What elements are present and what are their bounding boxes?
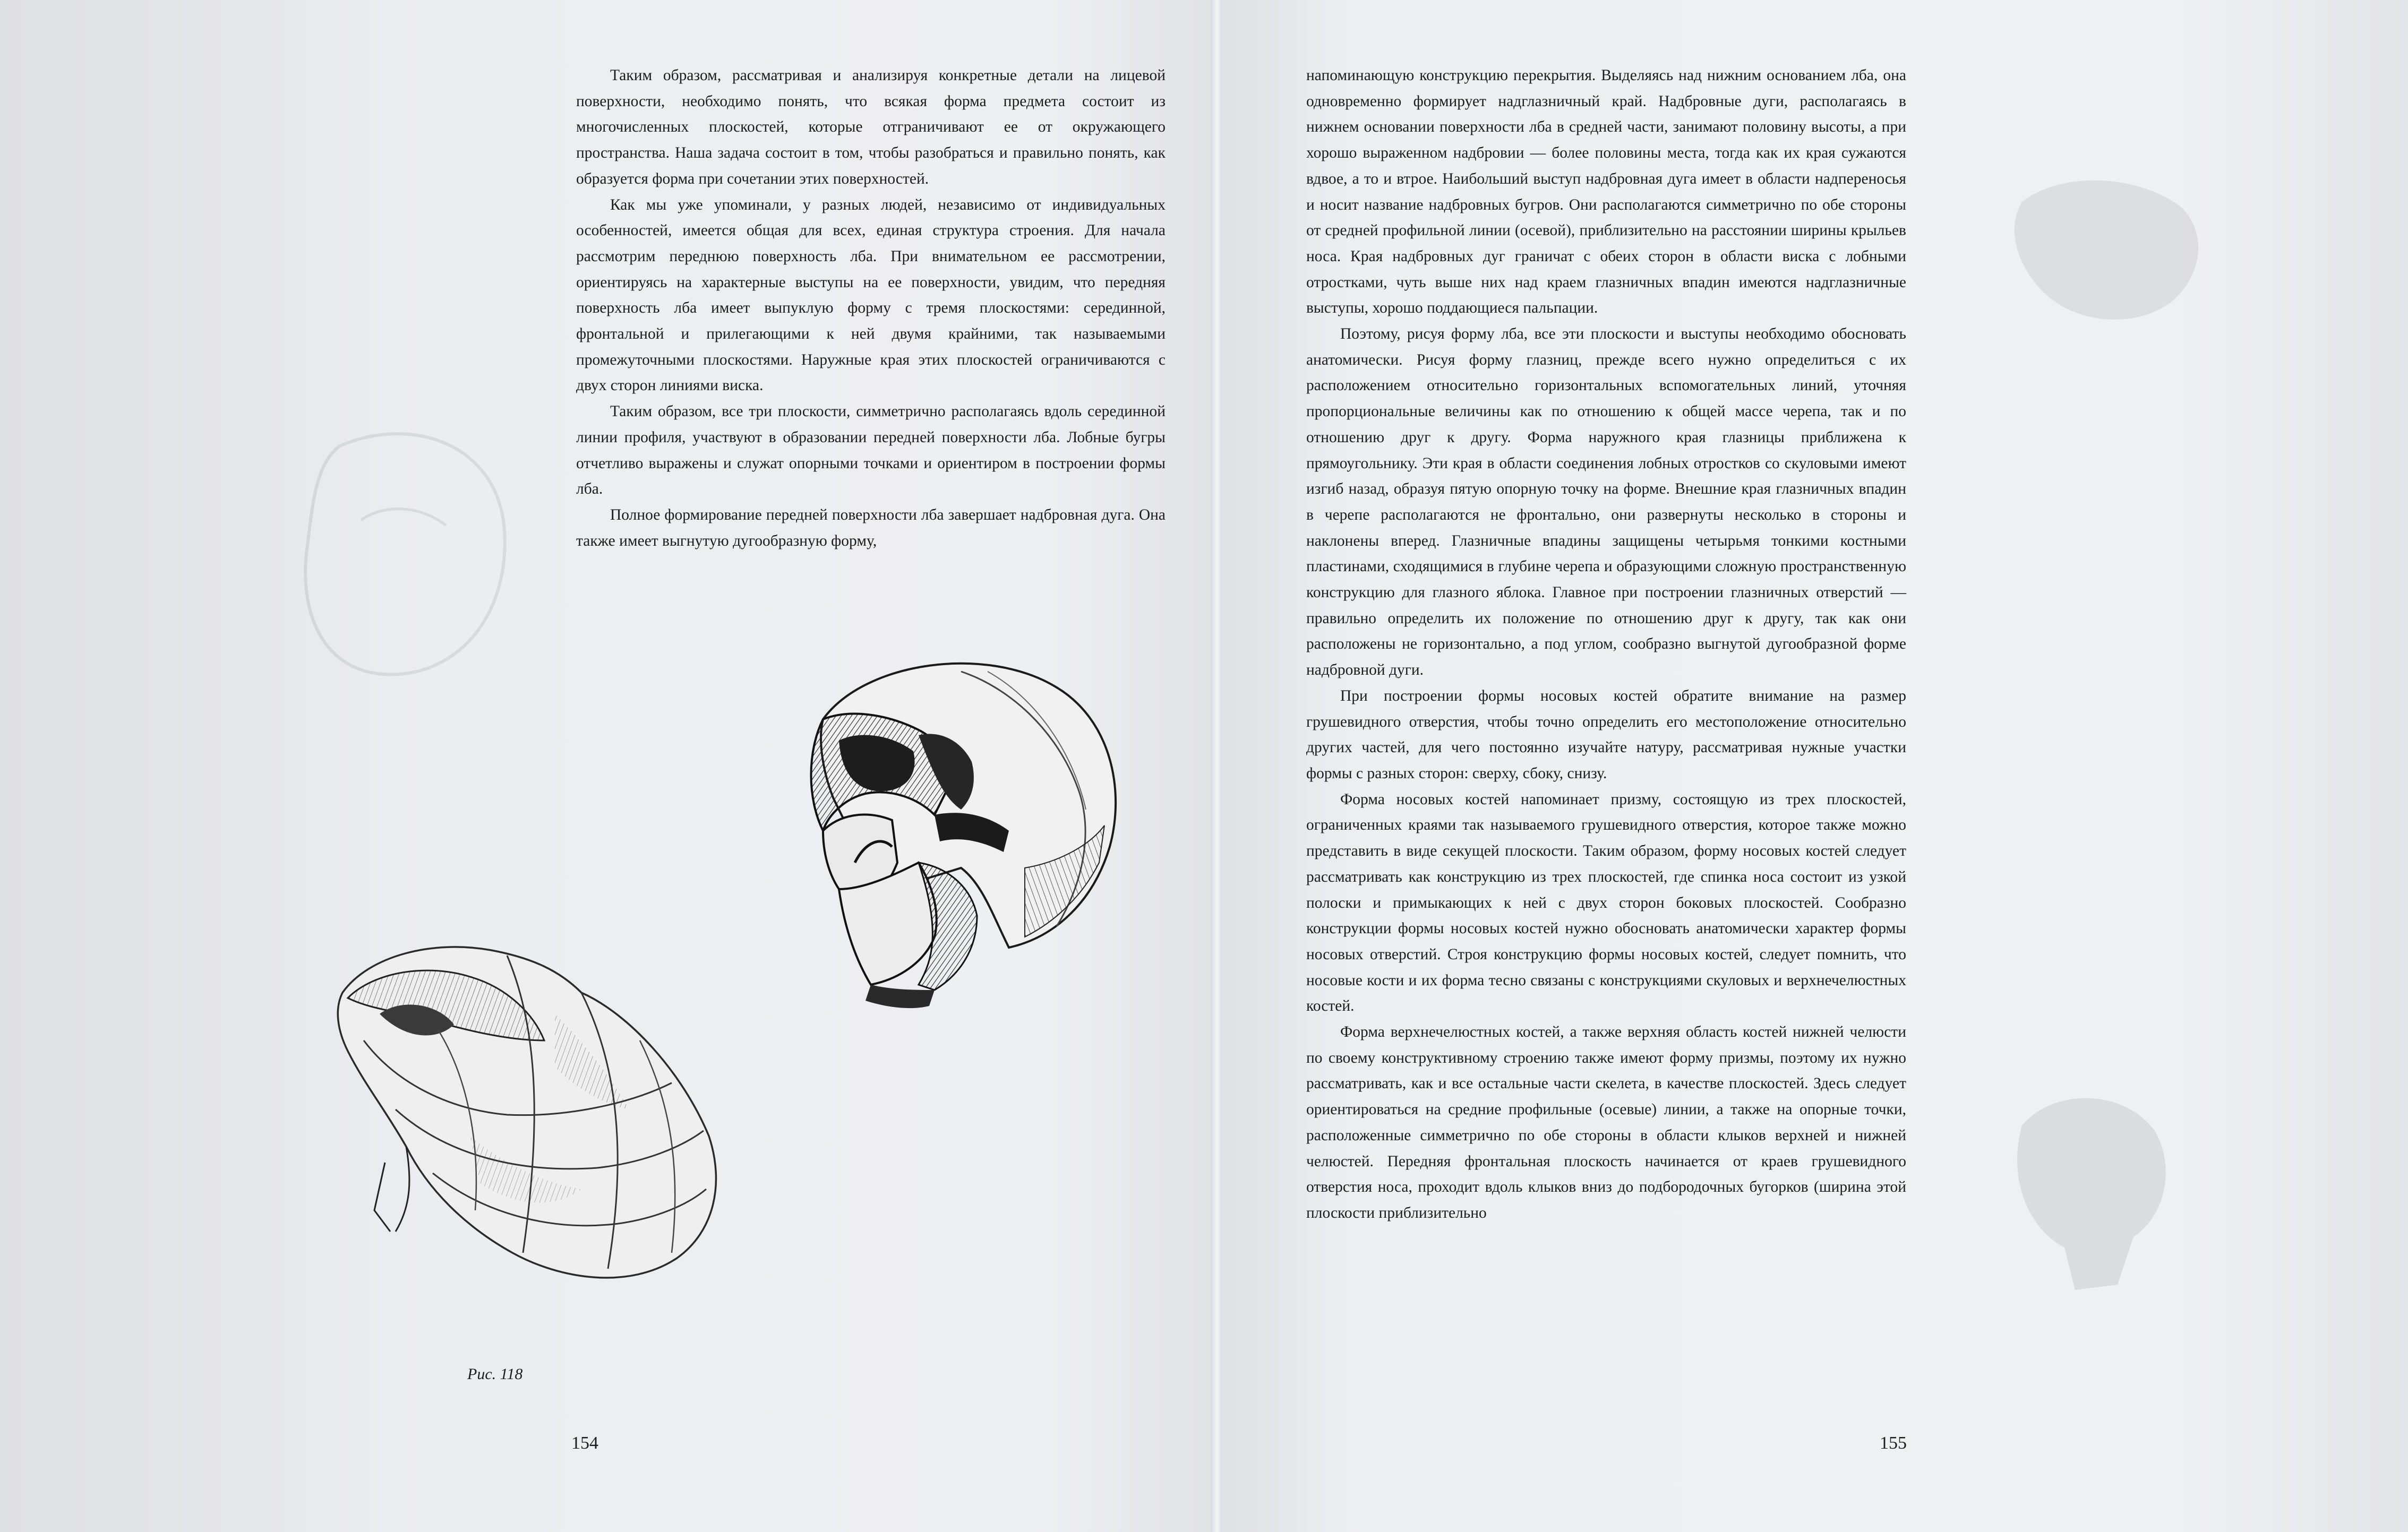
paragraph: Как мы уже упоминали, у разных людей, независимо от индивидуальных особенностей, имеется общая для всех, единая структура строения. Для начала рассмотрим переднюю поверхность лба. При внимательном ее рассмотрении, ориентируясь на характерные выступы на ее поверхности, увидим, что передняя поверхность лба имеет выпуклую форму с тремя плоскостями: серединной, фронтальной и прилегающими к ней двумя крайними, так называемыми промежуточными плоскостями. Наружные края этих плоскостей ограничиваются с двух сторон линиями виска. bbox=[576, 196, 1166, 394]
paragraph: Форма верхнечелюстных костей, а также верхняя область костей нижней челюсти по своему конструктивному строению также имеют форму призмы, поэтому их нужно рассматривать, как и все остальные части скелета, в качестве плоскостей. Здесь следует ориентироваться на средние профильные (осевые) линии, а также на опорные точки, расположенные симметрично по обе стороны в области клыков верхней и нижней челюстей. Передняя фронтальная плоскость начинается от краев грушевидного отверстия носа, проходит вдоль клыков вниз до подбородочных бугорков (ширина этой плоскости приблизительно bbox=[1306, 1023, 1906, 1221]
figure-caption: Рис. 118 bbox=[467, 1365, 523, 1383]
show-through-sketch bbox=[297, 414, 520, 690]
show-through-sketch bbox=[2001, 159, 2224, 340]
page-number-right: 155 bbox=[1880, 1433, 1907, 1453]
paragraph: Таким образом, рассматривая и анализируя конкретные детали на лицевой поверхности, необходимо понять, что всякая форма предмета состоит из многочисленных плоскостей, которые отграничивают ее от окружающего пространства. Наша задача состоит в том, чтобы разобраться и правильно понять, как образуется форма при сочетании этих поверхностей. bbox=[576, 67, 1166, 187]
paragraph: Форма носовых костей напоминает призму, состоящую из трех плоскостей, ограниченных краями так называемого грушевидного отверстия, которое также можно представить в виде секущей плоскости. Таким образом, форму носовых костей следует рассматривать как конструкцию из трех плоскостей, где спинка носа состоит из узкой полоски и примыкающих к ней с двух сторон боковых плоскостей. Сообразно конструкции формы носовых костей нужно обосновать анатомически характер формы носовых отверстий. Строя конструкцию формы носовых костей, следует помнить, что носовые кости и их форма тесно связаны с конструкциями скуловых и верхнечелюстных костей. bbox=[1306, 790, 1906, 1015]
paragraph: При построении формы носовых костей обратите внимание на размер грушевидного отверстия, чтобы точно определить его местоположение относительно других частей, для чего постоянно изучайте натуру, рассматривая нужные участки формы с разных сторон: сверху, сбоку, снизу. bbox=[1306, 687, 1906, 782]
right-page bbox=[1220, 0, 2408, 1532]
show-through-sketch bbox=[1990, 1078, 2181, 1301]
paragraph: Поэтому, рисуя форму лба, все эти плоскости и выступы необходимо обосновать анатомически. Рисуя форму глазниц, прежде всего нужно определиться с их расположением относительно горизонтальных вспомогательных линий, уточняя пропорциональные величины как по отношению к общей массе черепа, так и по отношению друг к другу. Форма наружного края глазницы приближена к прямоугольнику. Эти края в области соединения лобных отростков со скуловыми имеют изгиб назад, образуя пятую опорную точку на форме. Внешние края глазничных впадин в черепе располагаются не фронтально, они развернуты несколько в стороны и наклонены вперед. Глазничные впадины защищены четырьмя тонкими костными пластинами, сходящимися в глубине черепа и образующими сложную пространственную конструкцию для глазного яблока. Главное при построении глазничных отверстий — правильно определить их положение по отношению друг к другу, так как они расположены не горизонтально, а под углом, сообразно выгнутой дугообразной форме надбровной дуги. bbox=[1306, 325, 1906, 679]
skull-drawing-construction bbox=[332, 934, 735, 1295]
skull-drawing-dark bbox=[759, 640, 1131, 1011]
paragraph: Полное формирование передней поверхности лба завершает надбровная дуга. Она также имеет выгнутую дугообразную форму, bbox=[576, 506, 1166, 549]
paragraph: напоминающую конструкцию перекрытия. Выделяясь над нижним основанием лба, она одновременно формирует надглазничный край. Надбровные дуги, располагаясь в нижнем основании поверхности лба в средней части, занимают половину высоты, а при хорошо выраженном надбровии — более половины места, тогда как их края сужаются вдвое, а то и втрое. Наибольший выступ надбровная дуга имеет в области надпереносья и носит название надбровных бугров. Они располагаются симметрично по обе стороны от средней профильной линии (осевой), приблизительно на расстоянии ширины крыльев носа. Края надбровных дуг граничат с обеих сторон в области виска с лобными отростками, чуть выше них над краем глазничных впадин имеются надглазничные выступы, хорошо поддающиеся пальпации. bbox=[1306, 67, 1906, 317]
right-page-body bbox=[1306, 63, 1906, 1226]
paragraph: Таким образом, все три плоскости, симметрично располагаясь вдоль серединной линии профиля, участвуют в образовании передней поверхности лба. Лобные бугры отчетливо выражены и служат опорными точками и ориентиром в построении формы лба. bbox=[576, 403, 1166, 498]
left-page-body bbox=[576, 63, 1166, 554]
page-number-left: 154 bbox=[571, 1433, 598, 1453]
